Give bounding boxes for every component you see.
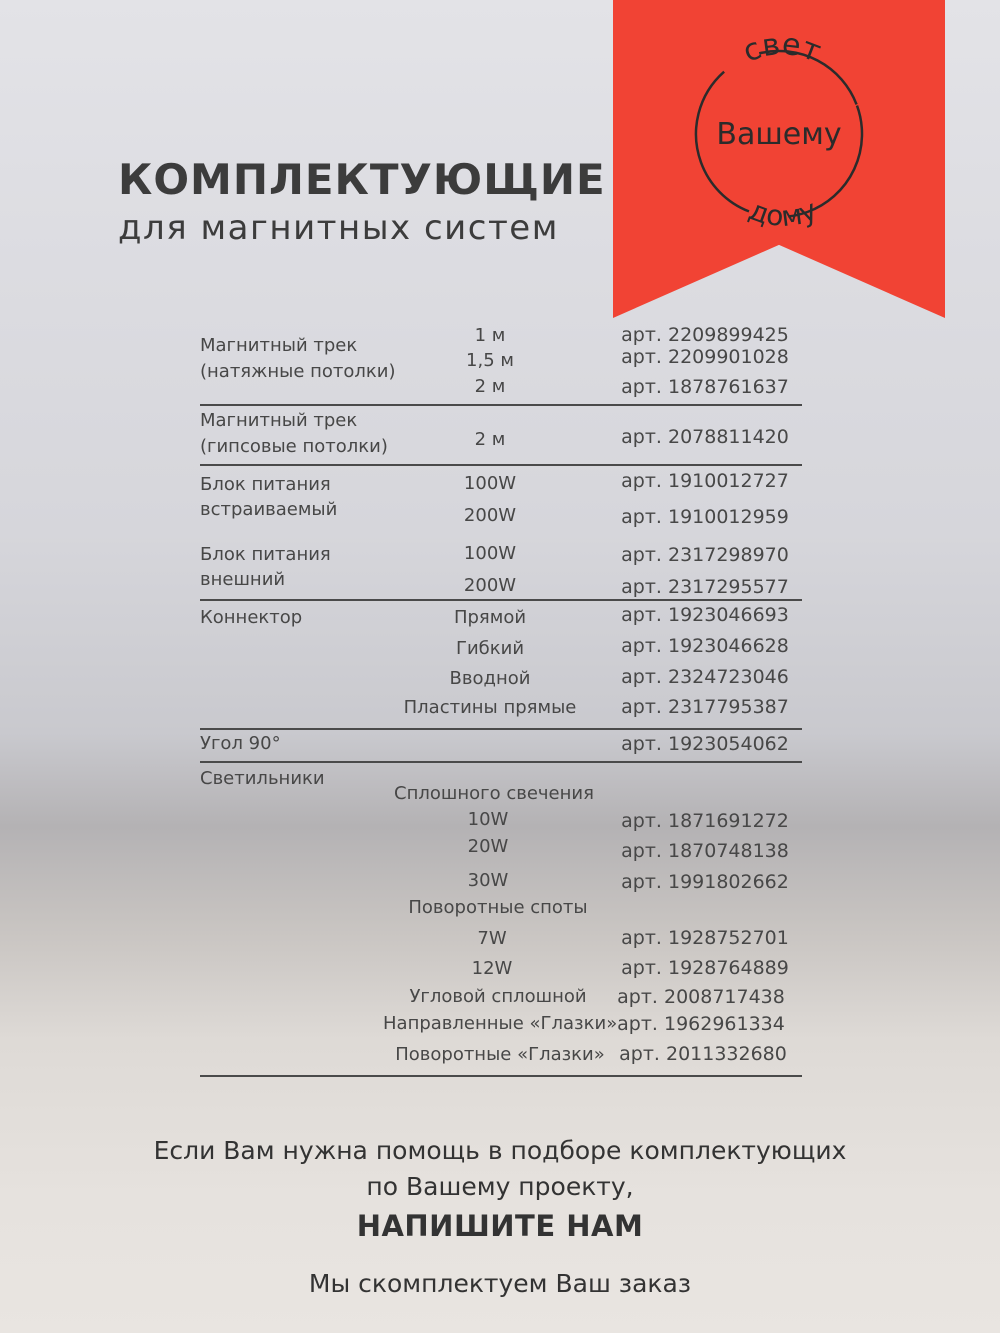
row-divider: [200, 404, 802, 406]
row-variant: 7W: [477, 928, 507, 949]
row-variant: Прямой: [453, 607, 527, 628]
row-label-sub: встраиваемый: [200, 499, 338, 520]
article-number: арт. 1878761637: [621, 376, 789, 398]
article-number: арт. 1923054062: [621, 733, 789, 755]
row-label: Магнитный трек: [200, 410, 358, 431]
logo-text-top: свет: [738, 26, 826, 70]
row-label-sub: (гипсовые потолки): [200, 436, 388, 457]
row-divider: [200, 761, 802, 763]
help-text-2: по Вашему проекту,: [366, 1172, 634, 1201]
row-subgroup: Поворотные споты: [408, 897, 588, 918]
article-number: арт. 2317795387: [621, 696, 789, 718]
article-number: арт. 2317298970: [621, 544, 789, 566]
row-variant: 20W: [467, 836, 509, 857]
article-number: арт. 1871691272: [621, 810, 789, 832]
article-number: арт. 2008717438: [617, 986, 785, 1008]
article-number: арт. 1991802662: [621, 871, 789, 893]
article-number: арт. 1910012727: [621, 470, 789, 492]
row-label: Магнитный трек: [200, 335, 358, 356]
row-variant: Гибкий: [455, 638, 525, 659]
article-number: арт. 2209901028: [621, 346, 789, 368]
row-label: Угол 90°: [200, 733, 281, 754]
article-number: арт. 2324723046: [621, 666, 789, 688]
article-number: арт. 2078811420: [621, 426, 789, 448]
row-label-sub: (натяжные потолки): [200, 361, 396, 382]
row-variant: 30W: [467, 870, 509, 891]
order-text: Мы скомплектуем Ваш заказ: [308, 1269, 692, 1298]
row-variant: 1,5 м: [466, 350, 514, 371]
article-number: арт. 1910012959: [621, 506, 789, 528]
contact-cta: НАПИШИТЕ НАМ: [356, 1209, 644, 1243]
row-variant: Поворотные «Глазки»: [395, 1044, 605, 1065]
logo-text-middle: Вашему: [716, 117, 842, 152]
article-number: арт. 2209899425: [621, 324, 789, 346]
article-number: арт. 1962961334: [617, 1013, 785, 1035]
row-variant: 100W: [463, 473, 517, 494]
logo-text-bottom: дому: [744, 193, 822, 234]
row-variant: 2 м: [474, 429, 506, 450]
row-variant: Угловой сплошной: [409, 986, 587, 1007]
row-variant: 200W: [463, 575, 517, 596]
article-number: арт. 1928752701: [621, 927, 789, 949]
row-divider: [200, 464, 802, 466]
help-text: Если Вам нужна помощь в подборе комплектующих: [153, 1136, 847, 1165]
article-number: арт. 2317295577: [621, 576, 789, 598]
row-variant: 100W: [463, 543, 517, 564]
row-subgroup: Сплошного свечения: [394, 783, 594, 804]
row-variant: 2 м: [474, 376, 506, 397]
row-label: Блок питания: [200, 474, 331, 495]
row-variant: 12W: [471, 958, 513, 979]
row-divider: [200, 1075, 802, 1077]
row-variant: 10W: [467, 809, 509, 830]
article-number: арт. 2011332680: [619, 1043, 787, 1065]
article-number: арт. 1923046693: [621, 604, 789, 626]
page-title: КОМПЛЕКТУЮЩИЕ: [118, 155, 606, 204]
row-label: Коннектор: [200, 607, 303, 628]
article-number: арт. 1923046628: [621, 635, 789, 657]
row-label-sub: внешний: [200, 569, 286, 590]
row-variant: Направленные «Глазки»: [383, 1013, 618, 1034]
row-variant: Вводной: [449, 668, 531, 689]
article-number: арт. 1870748138: [621, 840, 789, 862]
row-label: Блок питания: [200, 544, 331, 565]
row-variant: 200W: [463, 505, 517, 526]
row-divider: [200, 599, 802, 601]
article-number: арт. 1928764889: [621, 957, 789, 979]
row-variant: Пластины прямые: [403, 697, 577, 718]
row-divider: [200, 728, 802, 730]
page-subtitle: для магнитных систем: [118, 208, 559, 248]
row-variant: 1 м: [474, 325, 506, 346]
row-label: Светильники: [200, 768, 325, 789]
